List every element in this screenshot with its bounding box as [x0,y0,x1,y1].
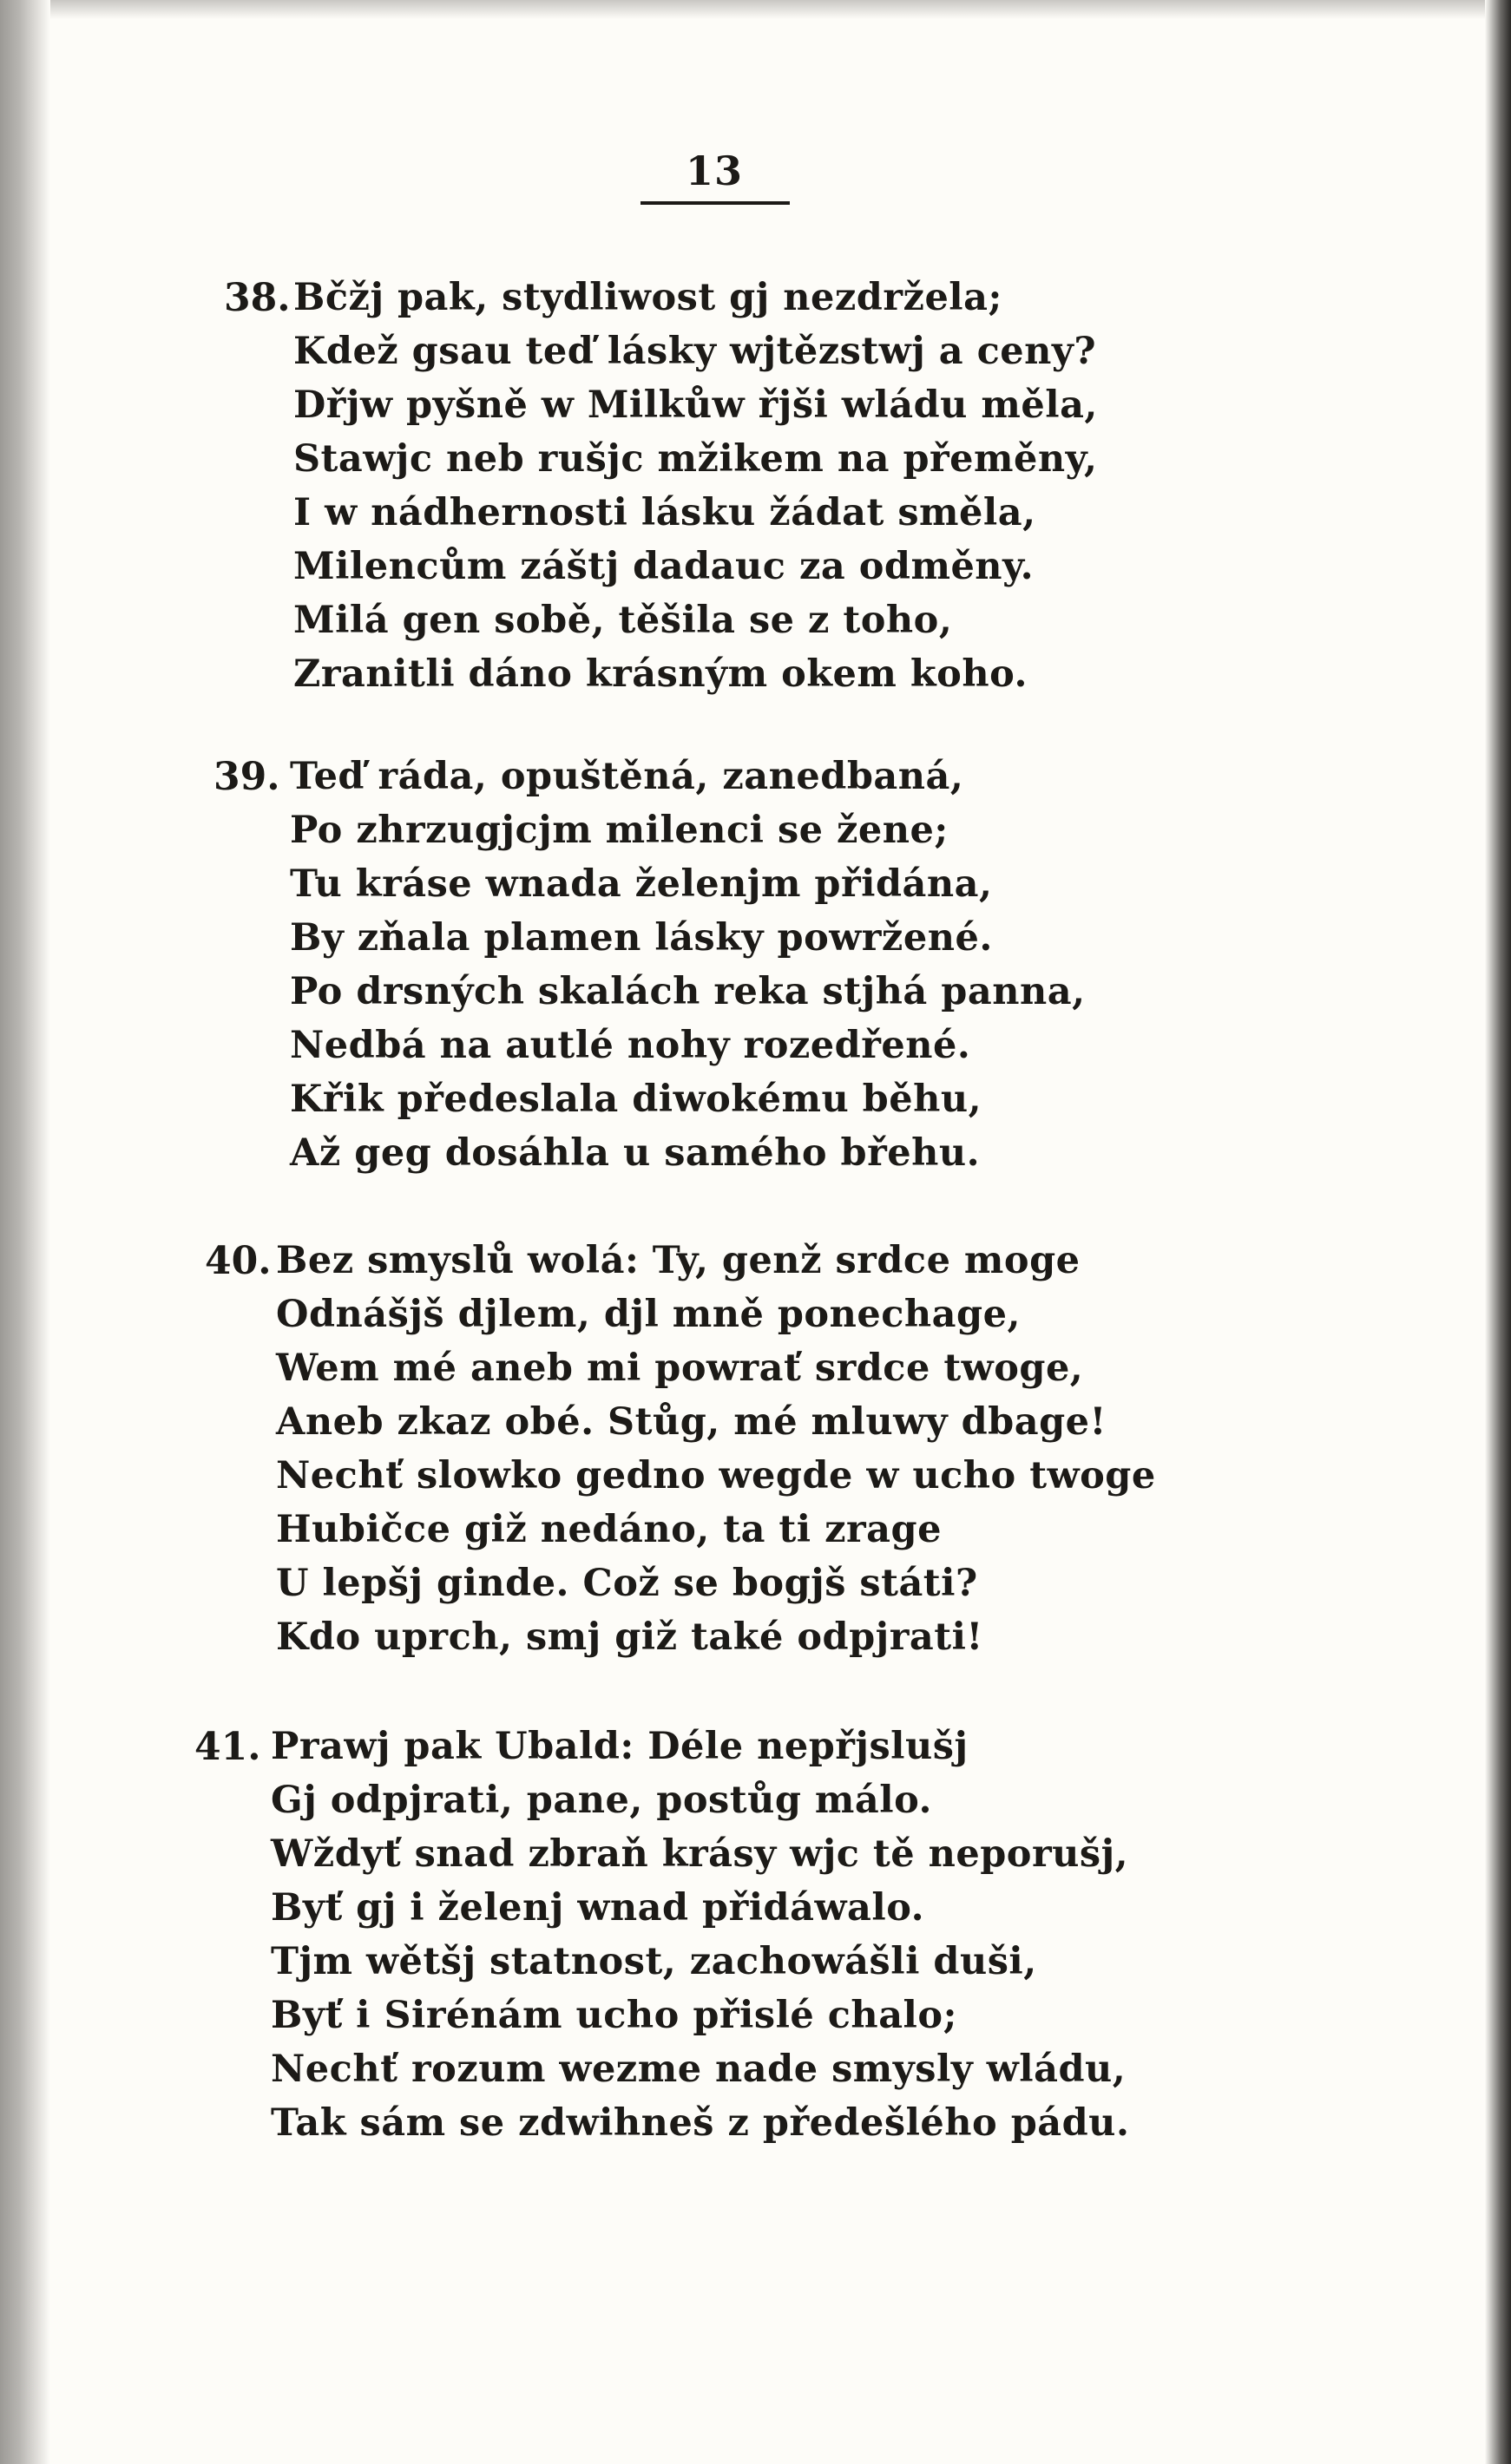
page-binding-shadow [0,0,50,2464]
verse-line: Tu kráse wnada želenjm přidána, [290,862,993,906]
verse-line: U lepšj ginde. Což se bogjš státi? [276,1562,978,1605]
stanza-number: 39. [214,755,280,799]
verse-line: Dřjw pyšně w Milkůw řjši wládu měla, [293,383,1098,427]
verse-line: Až geg dosáhla u samého břehu. [290,1131,981,1175]
verse-line: Byť i Sirénám ucho přislé chalo; [271,1994,957,2037]
verse-line: Po zhrzugjcjm milenci se žene; [290,809,949,852]
verse-line: Křik předeslala diwokému běhu, [290,1078,982,1121]
stanza-number: 38. [224,276,291,320]
verse-line: Byť gj i želenj wnad přidáwalo. [271,1886,925,1930]
verse-line: Nedbá na autlé nohy rozedřené. [290,1024,971,1067]
verse-line: Tjm wětšj statnost, zachowášli duši, [271,1940,1037,1983]
verse-line: I w nádhernosti lásku žádat směla, [293,491,1036,534]
stanza-number: 41. [194,1725,261,1769]
verse-line: Kdo uprch, smj giž také odpjrati! [276,1615,983,1659]
page-edge-top [0,0,1511,19]
verse-line: Odnášjš djlem, djl mně ponechage, [276,1293,1021,1336]
verse-line: Nechť rozum wezme nade smysly wládu, [271,2048,1127,2091]
verse-line: By zňala plamen lásky powržené. [290,916,993,960]
verse-line: Kdež gsau teď lásky wjtězstwj a ceny? [293,330,1097,373]
verse-line: Prawj pak Ubald: Déle nepřjslušj [271,1725,969,1768]
verse-line: Wždyť snad zbraň krásy wjc tě neporušj, [271,1832,1129,1876]
page-number-rule [641,201,790,205]
verse-line: Milá gen sobě, těšila se z toho, [293,599,953,642]
verse-line: Nechť slowko gedno wegde w ucho twoge [276,1454,1156,1497]
verse-line: Bez smyslů wolá: Ty, genž srdce moge [276,1239,1081,1282]
verse-line: Tak sám se zdwihneš z předešlého pádu. [271,2101,1130,2145]
stanza-number: 40. [205,1239,272,1283]
verse-line: Bčžj pak, stydliwost gj nezdržela; [293,276,1002,319]
verse-line: Gj odpjrati, pane, postůg málo. [271,1779,932,1822]
verse-line: Teď ráda, opuštěná, zanedbaná, [290,755,964,798]
verse-line: Po drsných skalách reka stjhá panna, [290,970,1086,1013]
page-number: 13 [686,147,744,194]
verse-line: Aneb zkaz obé. Stůg, mé mluwy dbage! [276,1400,1107,1444]
verse-line: Zranitli dáno krásným okem koho. [293,652,1028,696]
verse-line: Milencům záštj dadauc za odměny. [293,545,1035,588]
page-edge-right [1485,0,1511,2464]
verse-line: Wem mé aneb mi powrať srdce twoge, [276,1347,1084,1390]
verse-line: Hubičce giž nedáno, ta ti zrage [276,1508,942,1551]
verse-line: Stawjc neb rušjc mžikem na přeměny, [293,437,1098,481]
